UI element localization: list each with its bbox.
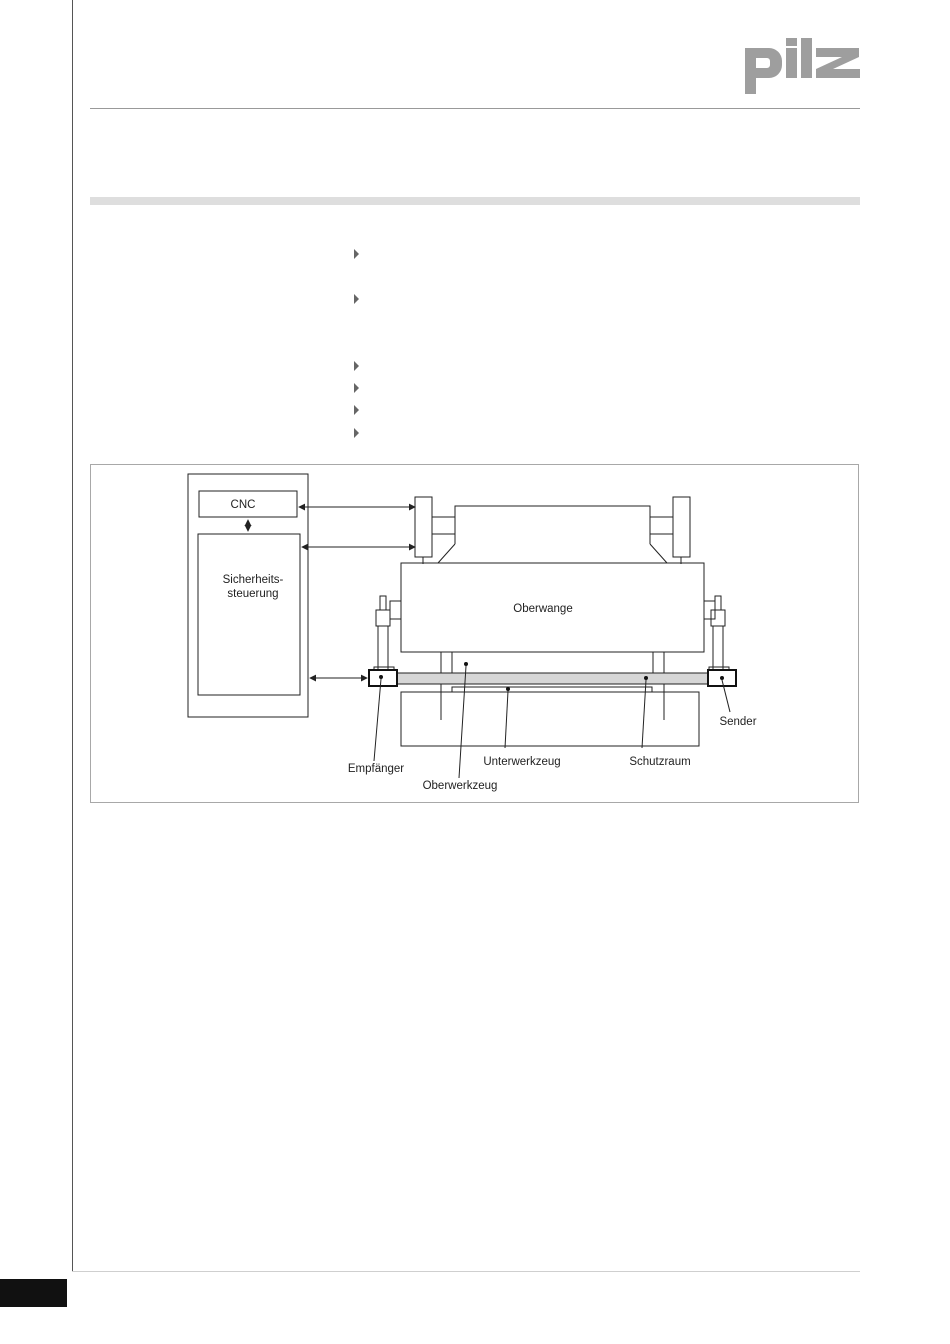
bullet-marker bbox=[354, 249, 359, 259]
lower-tool-leader bbox=[505, 691, 508, 748]
section-heading-bar bbox=[90, 197, 860, 205]
header-rule bbox=[90, 108, 860, 109]
receiver-label: Empfänger bbox=[347, 763, 405, 775]
lower-tool-label: Unterwerkzeug bbox=[483, 756, 561, 768]
press-bed bbox=[401, 692, 699, 746]
upper-beam-label: Oberwange bbox=[513, 603, 573, 615]
footer-rule bbox=[72, 1271, 860, 1272]
bullet-marker bbox=[354, 383, 359, 393]
receiver-leader bbox=[374, 679, 381, 761]
sender-label: Sender bbox=[719, 716, 757, 728]
receiver-unit bbox=[369, 670, 397, 686]
lower-tool bbox=[452, 687, 652, 692]
safety-controller-label-2: steuerung bbox=[227, 588, 279, 600]
protected-zone-leader bbox=[642, 680, 646, 748]
page-number-tab bbox=[0, 1279, 67, 1307]
left-cylinder bbox=[415, 497, 432, 557]
upper-tool-label: Oberwerkzeug bbox=[422, 780, 498, 792]
bullet-marker bbox=[354, 405, 359, 415]
bullet-marker bbox=[354, 428, 359, 438]
bullet-marker bbox=[354, 361, 359, 371]
right-cylinder bbox=[673, 497, 690, 557]
left-margin-rule bbox=[72, 0, 73, 1272]
protected-zone-label: Schutzraum bbox=[629, 756, 691, 768]
bullet-marker bbox=[354, 294, 359, 304]
cnc-label: CNC bbox=[230, 499, 256, 511]
press-brake-diagram bbox=[90, 464, 859, 803]
light-curtain-field bbox=[369, 673, 736, 684]
right-cylinder-arm bbox=[650, 517, 673, 534]
press-frame-top bbox=[455, 506, 650, 544]
safety-controller-label-1: Sicherheits- bbox=[222, 574, 284, 586]
left-cylinder-arm bbox=[432, 517, 455, 534]
safety-controller-box bbox=[198, 534, 300, 695]
pilz-logo bbox=[743, 38, 863, 96]
